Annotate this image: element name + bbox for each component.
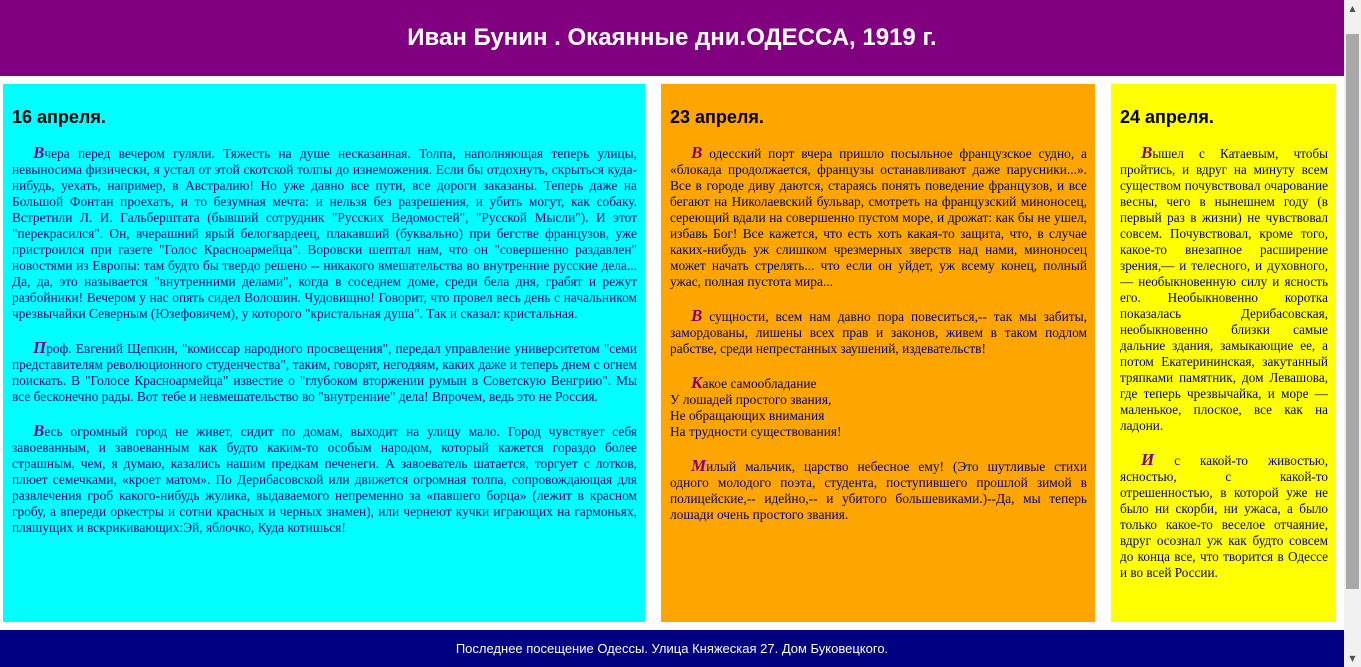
diary-paragraph bbox=[12, 423, 637, 536]
scroll-up-icon[interactable]: ▲ bbox=[1349, 4, 1356, 13]
column-date: 24 апреля. bbox=[1120, 107, 1214, 127]
initial-letter: М bbox=[691, 456, 707, 475]
column-date: 23 апреля. bbox=[670, 107, 764, 127]
page-title: Иван Бунин . Окаянные дни.ОДЕССА, 1919 г. bbox=[407, 24, 937, 51]
paragraph-text: ышел с Катаевым, чтобы пройтись, и вдруг на минуту всем существом почувствовал очарование весны, чего в нынешнем году (в первый раз в жизни) не чувствовал совсем. Почувствовал, кроме того, какое-то внезапное расширение зрения,— и телесного, и духовного,— необыкновенную силу и ясность его. Необыкновенно коротка показалась Дерибасовская, необыкновенно близки самые дальние здания, замыкающие ее, а потом Екатерининская, закутанный тряпками памятник, дом Левашова, где теперь чрезвычайка, и море — маленькое, плоское, все как на ладони. bbox=[1120, 146, 1328, 433]
poem-paragraph bbox=[670, 375, 1087, 440]
initial-letter: И bbox=[1141, 450, 1155, 469]
initial-letter: В bbox=[33, 143, 45, 162]
initial-letter: В bbox=[691, 143, 703, 162]
paragraph-text: с какой-то живостью, ясностью, с какой-то отрешенностью, в которой уже не было ни скорби, ни ужаса, а было только какое-то веселое отчаяние, вдруг осознал уж как будто совсем до конца все, что творится в Одессе и во всей России. bbox=[1120, 453, 1328, 580]
footer-text: Последнее посещение Одессы. Улица Княжеская 27. Дом Буковецкого. bbox=[455, 641, 889, 656]
initial-letter: В bbox=[33, 421, 45, 440]
scrollbar-thumb[interactable] bbox=[1346, 34, 1359, 589]
initial-letter: П bbox=[33, 338, 47, 357]
diary-paragraph bbox=[670, 308, 1087, 357]
diary-paragraph bbox=[12, 340, 637, 405]
diary-paragraph bbox=[12, 145, 637, 322]
scroll-down-icon[interactable]: ▼ bbox=[1349, 654, 1356, 663]
column-april-16 bbox=[3, 84, 645, 622]
diary-paragraph bbox=[1120, 452, 1328, 581]
diary-paragraph bbox=[670, 145, 1087, 290]
vertical-scrollbar[interactable] bbox=[1344, 0, 1361, 667]
diary-paragraph bbox=[670, 458, 1087, 523]
page-footer bbox=[0, 630, 1344, 667]
initial-letter: К bbox=[691, 373, 703, 392]
initial-letter: В bbox=[1141, 143, 1153, 162]
column-april-23 bbox=[661, 84, 1095, 622]
paragraph-text: сущности, всем нам давно пора повеситься,-- так мы забиты, замордованы, лишены всех прав и законов, живем в таком подлом рабстве, среди непрестанных заушений, издевательств! bbox=[670, 309, 1087, 356]
initial-letter: В bbox=[691, 306, 703, 325]
column-date: 16 апреля. bbox=[12, 107, 106, 127]
column-april-24 bbox=[1111, 84, 1336, 622]
paragraph-text: одесский порт вчера пришло посыльное французское судно, а «блокада продолжается, французы останавливают даже парусники...». Все в городе диву даются, стараясь понять поведение французов, и все бегают на Николаевский бульвар, смотреть на французский миноносец, сереющий вдали на совершенно пустом море, и дрожат: как бы не ушел, избавь Бог! Все кажется, что есть хоть какая-то защита, что, в случае каких-нибудь уж слишком чрезмерных зверств над нами, миноносец может начать стрелять... что если он уйдет, уж всему конец, полный ужас, полная пустота мира... bbox=[670, 146, 1087, 289]
paragraph-text: чера перед вечером гуляли. Тяжесть на душе несказанная. Толпа, наполняющая теперь улицы, невыносима физически, я устал от этой скотской толпы до изнеможения. Если бы отдохнуть, скрыться куда-нибудь, уехать, например, в Австралию! Но уже давно все пути, все дороги заказаны. Теперь даже на Большой Фонтан проехать, и то безумная мечта: и нельзя без разрешения, и убить могут, как собаку. Встретили Л. И. Гальберштата (бывший сотрудник "Русских Ведомостей", "Русской Мысли"). И этот "перекрасился". Он, вчерашний ярый белогвардеец, плакавший (буквально) при бегстве французов, уже пристроился при газете "Голос Красноармейца". Воровски шептал нам, что он "совершенно раздавлен" новостями из Европы: там будто бы твердо решено -- никакого вмешательства во внутренние русские дела... Да, да, это называется "внутренними делами", когда в соседнем доме, среди бела дня, грабят и режут разбойники! Вечером у нас опять сидел Волошин. Чудовищно! Говорит, что провел весь день с начальником чрезвычайки Северным (Юзефовичем), у которого "кристальная душа". Так и сказал: кристальная. bbox=[12, 146, 637, 321]
page-header bbox=[0, 0, 1344, 76]
paragraph-text: илый мальчик, царство небесное ему! (Это шутливые стихи одного молодого поэта, студента, поступившего прошлой зимой в полицейские,-- идейно,-- и убитого большевиками.)--Да, мы теперь лошади очень простого звания. bbox=[670, 459, 1087, 522]
diary-paragraph bbox=[1120, 145, 1328, 434]
paragraph-text: акое самообладание У лошадей простого звания, Не обращающих внимания На трудности существования! bbox=[670, 376, 842, 439]
paragraph-text: есь огромный город не живет, сидит по домам, выходит на улицу мало. Город чувствует себя завоеванным, и завоеванным как будто каким-то особым народом, который кажется гораздо более страшным, чем, я думаю, казались нашим предкам печенеги. А завоеватель шатается, торгует с лотков, плюет семечками, «кроет матом». По Дерибасовской или движется огромная толпа, сопровождающая для развлечения гроб какого-нибудь жулика, выдаваемого непременно за «павшего борца» (лежит в красном гробу, а впереди оркестры и сотни красных и черных знамен), или чернеют кучки играющих на гармоньях, пляшущих и вскрикивающих:Эй, яблочко, Куда котишься! bbox=[12, 424, 637, 535]
paragraph-text: роф. Евгений Щепкин, "комиссар народного просвещения", передал управление университетом "семи представителям революционного студенчества", таким, говорят, негодяям, каких даже и теперь днем с огнем поискать. В "Голосе Красноармейца" известие о "глубоком вторжении румын в Советскую Венгрию". Мы все бесконечно рады. Вот тебе и невмешательство во "внутренние" дела! Впрочем, ведь это не Россия. bbox=[12, 341, 637, 404]
